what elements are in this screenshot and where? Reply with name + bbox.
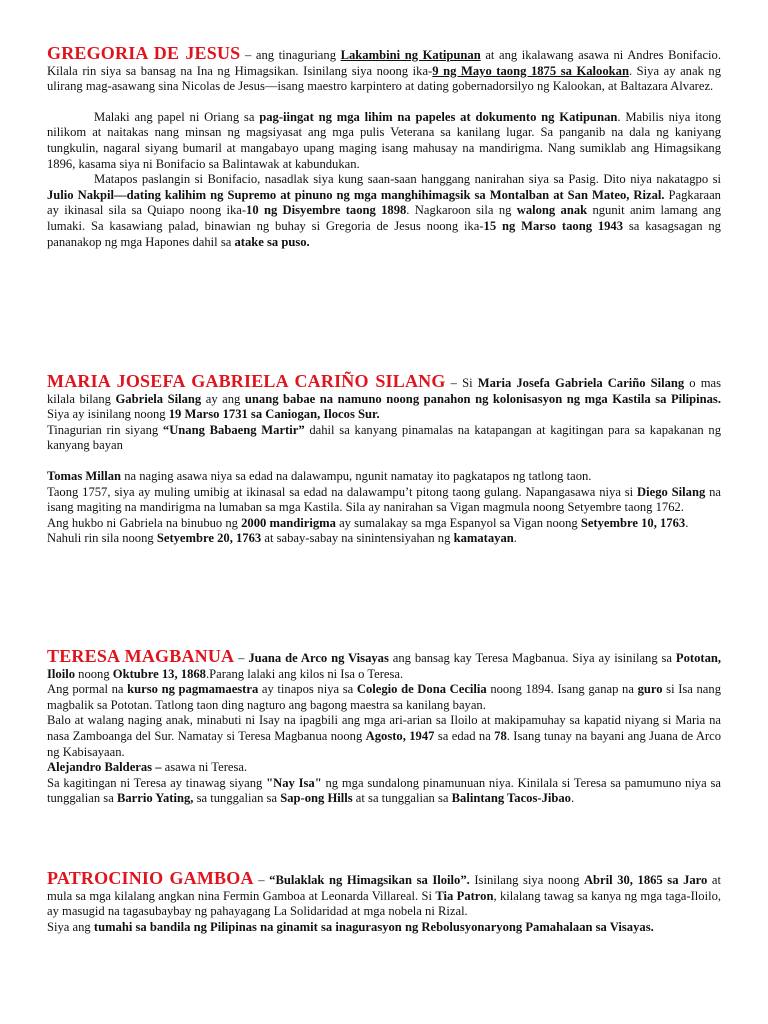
text-run: Tinagurian rin siyang [47,422,163,437]
emphasis-text: Balintang Tacos-Jibao [451,791,571,806]
gregoria-paragraph-2 [47,110,721,172]
text-run: – [234,651,249,665]
emphasis-text: Barrio Yating, [116,791,194,806]
silang-paragraph-2 [47,423,721,454]
text-run: Nahuli rin sila noong [47,531,157,546]
teresa-paragraph-1 [47,646,722,682]
gregoria-paragraph-3 [47,172,721,250]
text-run: na naging asawa niya sa edad na dalawampu, ngunit namatay ito pagkatapos ng tatlong taon. [121,468,592,483]
text-run: – ang tinaguriang [240,48,341,62]
text-run: at sa tunggalian sa [352,791,452,806]
text-run: ay sumalakay sa mga Espanyol sa Vigan noong [335,515,581,530]
section-gregoria-de-jesus [47,43,722,250]
text-run: noong [75,666,113,681]
emphasis-text: 78 [494,728,507,743]
section-heading: PATROCINIO GAMBOA [47,868,254,888]
text-run: – [253,873,270,887]
teresa-paragraph-3 [47,713,721,760]
text-run: Sa kagitingan ni Teresa ay tinawag siyang [47,775,267,790]
text-run: dahil sa kanyang pinamalas na katapangan at kagitingan para sa kapakanan ng kanyang bayan [47,422,721,453]
emphasis-text: Gabriela Silang [115,391,202,406]
emphasis-text: walong anak [516,203,588,218]
text-run: noong 1894. Isang ganap na [486,682,638,697]
emphasis-text: unang babae na namuno noong panahon ng kolonisasyon ng mga Kastila sa Pilipinas. [244,391,721,406]
text-run: ay tinapos niya sa [258,682,357,697]
text-run: Taong 1757, siya ay muling umibig at ikinasal sa edad na dalawampu’t pitong taong gulang. Napangasawa niya si [47,484,638,499]
teresa-paragraph-5 [47,776,721,807]
section-teresa-magbanua [47,646,722,807]
emphasis-text: 2000 mandirigma [241,515,336,530]
text-run: o mas kilala bilang [47,376,721,406]
emphasis-text: pag-iingat ng mga lihim na papeles at dokumento ng Katipunan [259,109,618,124]
text-run: Ang pormal na [47,682,128,697]
emphasis-text: Julio Nakpil—dating kalihim ng Supremo at pinuno ng mga manghihimagsik sa Montalban at San Mateo, Rizal. [47,187,665,202]
text-run: – Si [445,376,478,390]
emphasis-text: 10 ng Disyembre taong 1898 [246,203,407,218]
text-run: na isang magiting na mandirigma na lumaban sa mga Kastila. Sila ay nanirahan sa Vigan magmula noong Setyembre taong 1762. [47,484,721,515]
silang-paragraph-5 [47,516,721,532]
emphasis-text: “Unang Babaeng Martir” [162,422,305,437]
section-heading: MARIA JOSEFA GABRIELA CARIÑO SILANG [47,371,446,391]
text-run: sa tunggalian sa [193,791,281,806]
text-run: . Isang tunay na bayani ang Juana de Arco ng Kabisayaan. [47,728,721,759]
text-run: at ang ikalawang asawa ni Andres Bonifacio. Kilala rin siya sa bansag na Ina ng Himagsikan. Isinilang siya noong ika- [47,48,721,78]
emphasis-text: Oktubre 13, 1868 [112,666,206,681]
emphasis-text: 15 ng Marso taong 1943 [483,218,624,233]
text-run: . [570,791,575,806]
emphasis-text: Pototan, Iloilo [47,651,722,681]
text-run: . [685,515,689,530]
text-run: Malaki ang papel ni Oriang sa [94,109,260,124]
text-run: , kilalang tawag sa kanya ng mga taga-Iloilo, ay masugid na tagasubaybay ng pahayagang La Solidaridad at mga nobela ni Rizal. [47,888,722,919]
section-heading: GREGORIA DE JESUS [47,43,241,63]
emphasis-text: Diego Silang [637,484,706,499]
text-run: asawa ni Teresa. [161,760,248,775]
text-run: Siya ay isinilang noong [47,407,169,422]
text-run: Pagkaraan ay ikinasal sila sa Quiapo noong ika- [47,187,721,218]
text-run: . Mabilis niya itong nilikom at naitakas nang minsan ng magsiyasat ang mga pulis Veterana sa kanilang lugar. Sa panganib na dala ng kaniyang tungkulin, nagaral siyang bumaril at mangabayo upang maging isang mahusay na mandirigma. Nang sumiklab ang Himagsikang 1896, kasama siya ni Bonifacio sa Balintawak at kabundukan. [47,109,721,171]
text-run: .Parang lalaki ang kilos ni Isa o Teresa. [205,666,404,681]
text-run: Ang hukbo ni Gabriela na binubuo ng [47,515,242,530]
emphasis-text: Tomas Millan [47,468,122,483]
emphasis-text: Abril 30, 1865 sa Jaro [583,873,708,887]
section-patrocinio-gamboa [47,868,722,935]
text-run: ay ang [201,391,245,406]
emphasis-text: “Bulaklak ng Himagsikan sa Iloilo”. [269,873,470,887]
text-run: ngunit anim lamang ang lumaki. Sa kasawiang palad, binawian ng buhay si Gregoria de Jesus noong ika- [47,203,722,233]
section-gabriela-silang [47,371,721,547]
patrocinio-paragraph-2 [47,920,721,936]
text-run: Balo at walang naging anak, minabuti ni Isay na ipagbili ang mga ari-arian sa Iloilo at makipamuhay sa kapatid niyang si Maria na nasa Zamboanga del Sur. Namatay si Teresa Magbanua noong [47,713,721,743]
text-run: at mula sa mga kilalang angkan nina Fermin Gamboa at Leonarda Villareal. Si [47,873,722,903]
text-run: at sabay-sabay na sinintensiyahan ng [261,531,454,546]
emphasis-text: Maria Josefa Gabriela Cariño Silang [477,376,685,390]
emphasis-text: Agosto, 1947 [365,728,435,743]
emphasis-text: 19 Marso 1731 sa Caniogan, Ilocos Sur. [168,407,380,422]
teresa-paragraph-4 [47,760,721,776]
silang-paragraph-4 [47,485,721,516]
gregoria-paragraph-1 [47,43,722,95]
emphasis-text: tumahi sa bandila ng Pilipinas na ginamit sa inagurasyon ng Rebolusyonaryong Pamahalaan sa Visayas. [93,919,654,934]
silang-paragraph-6 [47,531,721,547]
text-run: si Isa nang magbalik sa Pototan. Tatlong taon ding nagturo ang bagong maestra sa kanilang bayan. [47,682,721,712]
text-run: . Nagkaroon sila ng [406,203,517,218]
silang-paragraph-3 [47,469,721,485]
text-run: . Siya ay anak ng ulirang mag-asawang sina Nicolas de Jesus—isang maestro karpintero at dating gobernadorsilyo ng Kalookan, at Baltazara Alvarez. [47,63,722,94]
text-run: Siya ang [47,919,94,934]
silang-paragraph-1 [47,371,721,423]
emphasis-text: Lakambini ng Katipunan [340,48,481,62]
text-run: . [513,531,517,546]
teresa-paragraph-2 [47,682,721,713]
text-run: sa edad na [434,728,495,743]
emphasis-text: Tia Patron [435,888,494,903]
text-run: ng mga sundalong pinamunuan niya. Kinilala si Teresa sa pamumuno niya sa tunggalian sa [47,775,722,806]
emphasis-text: 9 ng Mayo taong 1875 sa Kalookan [432,63,629,78]
text-run: Isinilang siya noong [469,873,584,887]
emphasis-text: Setyembre 10, 1763 [580,515,686,530]
emphasis-text: "Nay Isa" [266,775,322,790]
emphasis-text: Alejandro Balderas – [47,760,162,775]
emphasis-text: Sap-ong Hills [280,791,353,806]
emphasis-text: Colegio de Dona Cecilia [356,682,487,697]
emphasis-text: Setyembre 20, 1763 [156,531,262,546]
section-heading: TERESA MAGBANUA [47,646,235,666]
patrocinio-paragraph-1 [47,868,722,920]
emphasis-text: Juana de Arco ng Visayas [248,651,389,665]
text-run: ang bansag kay Teresa Magbanua. Siya ay isinilang sa [388,651,676,665]
emphasis-text: atake sa puso. [234,234,310,249]
emphasis-text: guro [637,682,663,697]
text-run: sa kasagsagan ng pananakop ng mga Hapones dahil sa [47,218,721,249]
emphasis-text: kamatayan [453,531,514,546]
emphasis-text: kurso ng pagmamaestra [127,682,259,697]
text-run: Matapos paslangin si Bonifacio, nasadlak siya kung saan-saan hanggang nanirahan siya sa Pasig. Dito niya nakatagpo si [94,172,721,187]
